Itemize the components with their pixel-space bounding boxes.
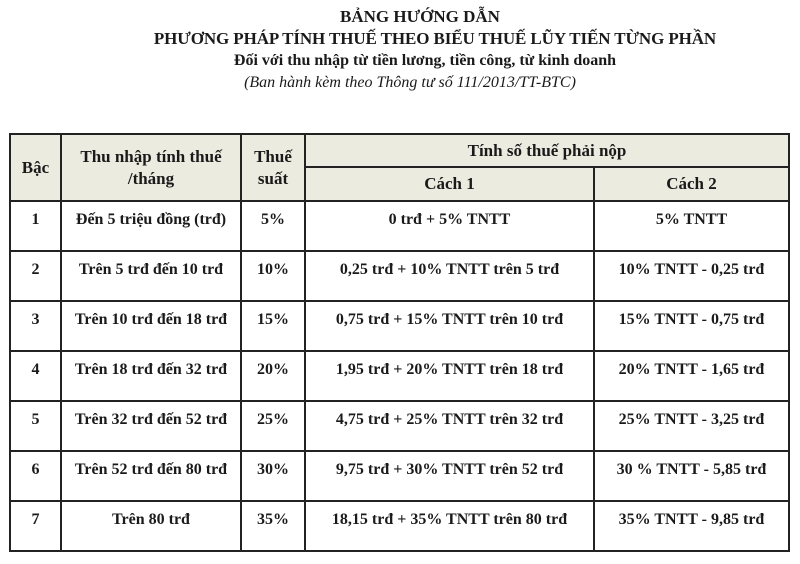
cell-rate: 15% [241,301,305,351]
cell-method-2: 35% TNTT - 9,85 trđ [594,501,789,551]
cell-method-2: 20% TNTT - 1,65 trđ [594,351,789,401]
cell-method-1: 0,75 trđ + 15% TNTT trên 10 trđ [305,301,594,351]
title-line-2: PHƯƠNG PHÁP TÍNH THUẾ THEO BIỂU THUẾ LŨY TIẾN TỪNG PHẦN [153,29,717,48]
table-row [10,301,789,351]
cell-rate: 5% [241,201,305,251]
cell-bac: 1 [10,201,61,251]
cell-bac: 3 [10,301,61,351]
header-method-1: Cách 1 [305,167,594,201]
cell-rate: 10% [241,251,305,301]
cell-method-1: 4,75 trđ + 25% TNTT trên 32 trđ [305,401,594,451]
cell-bac: 7 [10,501,61,551]
cell-method-1: 1,95 trđ + 20% TNTT trên 18 trđ [305,351,594,401]
cell-rate: 20% [241,351,305,401]
cell-rate: 35% [241,501,305,551]
cell-rate: 25% [241,401,305,451]
title-line-4: (Ban hành kèm theo Thông tư số 111/2013/TT-BTC) [244,74,576,91]
cell-method-1: 0 trđ + 5% TNTT [305,201,594,251]
cell-income: Trên 80 trđ [61,501,241,551]
cell-bac: 6 [10,451,61,501]
cell-bac: 4 [10,351,61,401]
cell-income: Trên 52 trđ đến 80 trđ [61,451,241,501]
cell-income: Trên 5 trđ đến 10 trđ [61,251,241,301]
header-income: Thu nhập tính thuế /tháng [61,134,241,201]
title-line-1: BẢNG HƯỚNG DẪN [340,7,500,26]
document-title-block [0,6,800,94]
cell-rate: 30% [241,451,305,501]
header-rate: Thuế suất [241,134,305,201]
cell-bac: 5 [10,401,61,451]
table-row [10,451,789,501]
cell-method-1: 18,15 trđ + 35% TNTT trên 80 trđ [305,501,594,551]
table-row [10,501,789,551]
cell-income: Trên 10 trđ đến 18 trđ [61,301,241,351]
cell-method-2: 10% TNTT - 0,25 trđ [594,251,789,301]
cell-bac: 2 [10,251,61,301]
cell-method-1: 9,75 trđ + 30% TNTT trên 52 trđ [305,451,594,501]
title-line-3: Đối với thu nhập từ tiền lương, tiền công, từ kinh doanh [233,52,617,69]
header-bac: Bậc [10,134,61,201]
table-row [10,251,789,301]
table-row [10,401,789,451]
table-row [10,351,789,401]
cell-income: Trên 18 trđ đến 32 trđ [61,351,241,401]
table-row [10,201,789,251]
tax-rate-table [9,133,790,552]
header-method-2: Cách 2 [594,167,789,201]
cell-income: Đến 5 triệu đồng (trđ) [61,201,241,251]
cell-method-1: 0,25 trđ + 10% TNTT trên 5 trđ [305,251,594,301]
cell-method-2: 30 % TNTT - 5,85 trđ [594,451,789,501]
cell-method-2: 25% TNTT - 3,25 trđ [594,401,789,451]
cell-method-2: 5% TNTT [594,201,789,251]
cell-income: Trên 32 trđ đến 52 trđ [61,401,241,451]
header-calc: Tính số thuế phải nộp [305,134,789,167]
cell-method-2: 15% TNTT - 0,75 trđ [594,301,789,351]
